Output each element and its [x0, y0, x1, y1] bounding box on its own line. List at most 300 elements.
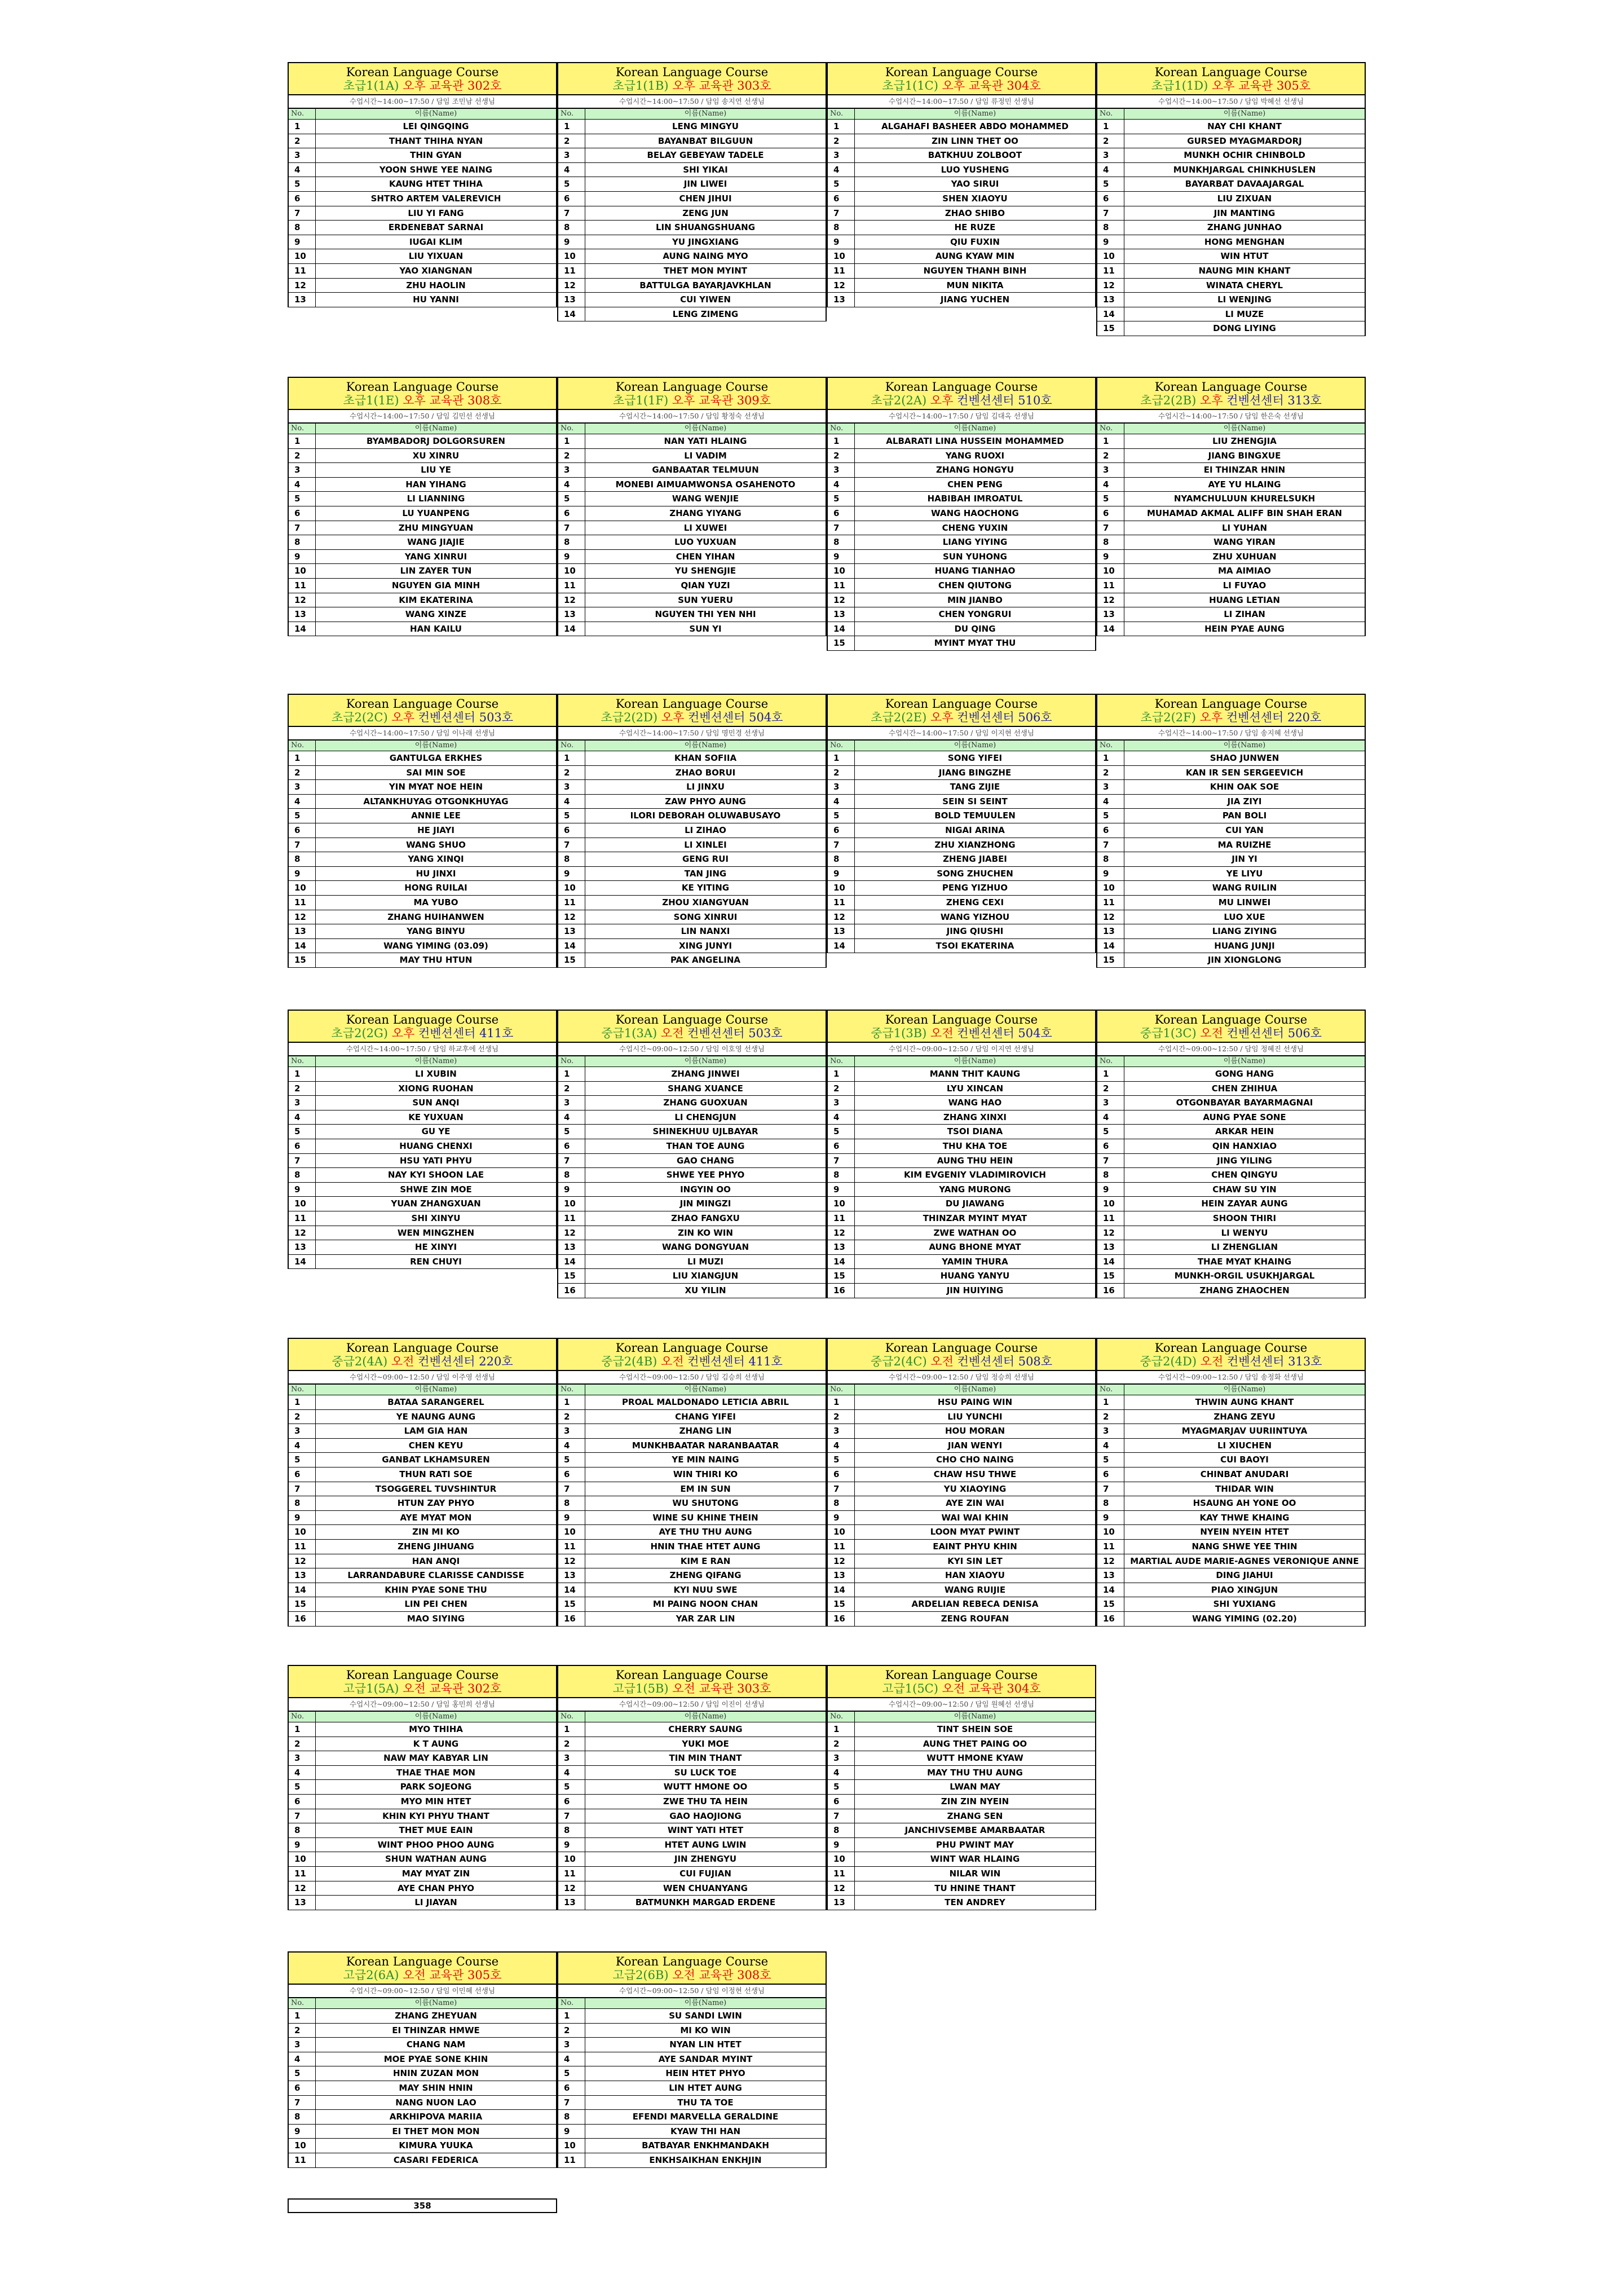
column-header	[1097, 741, 1365, 751]
row-number: 9	[289, 235, 316, 249]
student-name: TU HNINE THANT	[934, 1883, 1016, 1893]
row-number: 5	[289, 2066, 316, 2081]
row-number: 4	[828, 1766, 855, 1780]
student-name: KHIN PYAE SONE THU	[385, 1584, 487, 1595]
class-header	[289, 1339, 556, 1371]
table-row	[558, 1183, 826, 1197]
student-name: YAO SIRUI	[951, 179, 999, 190]
table-row	[289, 120, 556, 134]
table-row	[558, 1766, 826, 1781]
class-session: 오후	[1199, 711, 1223, 724]
table-row	[828, 478, 1095, 492]
student-name: JING YILING	[1217, 1155, 1272, 1166]
student-name: HUANG CHENXI	[399, 1140, 473, 1151]
student-name: NYAMCHULUUN KHURELSUKH	[1173, 493, 1316, 504]
student-name: AYE THU THU AUNG	[659, 1527, 752, 1537]
row-number: 1	[828, 751, 855, 765]
class-header	[558, 378, 826, 410]
table-row	[1097, 449, 1365, 464]
table-row	[558, 163, 826, 178]
row-number: 1	[828, 1395, 855, 1409]
student-name: MUNKH OCHIR CHINBOLD	[1184, 150, 1305, 161]
table-row	[1097, 838, 1365, 853]
class-block	[827, 1338, 1096, 1627]
student-name: EFENDI MARVELLA GERALDINE	[632, 2112, 779, 2122]
student-name: THUN RATI SOE	[399, 1469, 473, 1479]
class-schedule: 수업시간~09:00~12:50 / 담임 이민혜 선생님	[289, 1985, 556, 1998]
table-row	[289, 492, 556, 506]
class-level: 초급2(2G)	[331, 1026, 389, 1040]
row-number: 2	[1097, 449, 1124, 463]
row-number: 4	[289, 1110, 316, 1125]
student-name: CUI YAN	[1225, 825, 1264, 835]
table-row	[828, 1453, 1095, 1467]
table-row	[828, 1612, 1095, 1627]
student-name: JIANG BINGXUE	[1208, 450, 1281, 461]
class-level-line	[558, 711, 826, 724]
row-number: 7	[1097, 206, 1124, 221]
student-name: CHAW SU YIN	[1212, 1184, 1277, 1195]
course-title: Korean Language Course	[346, 1341, 499, 1355]
table-row	[289, 1424, 556, 1439]
table-row	[289, 564, 556, 579]
student-name: ERDENEBAT SARNAI	[388, 222, 484, 233]
table-row	[828, 896, 1095, 910]
class-level: 고급2(6B)	[612, 1968, 669, 1982]
column-header-name: 이름(Name)	[684, 1057, 727, 1065]
student-name: LI FUYAO	[1223, 580, 1266, 590]
row-number: 2	[828, 134, 855, 148]
table-row	[1097, 1110, 1365, 1125]
student-name: ZHANG LIN	[679, 1426, 732, 1436]
student-name: BOLD TEMUULEN	[934, 810, 1016, 821]
student-name: SHTRO ARTEM VALEREVICH	[370, 193, 501, 204]
table-row	[1097, 307, 1365, 322]
row-number: 15	[289, 953, 316, 967]
class-block	[827, 62, 1096, 307]
table-row	[1097, 924, 1365, 939]
table-row	[1097, 1554, 1365, 1569]
row-number: 2	[558, 1737, 585, 1751]
table-row	[828, 550, 1095, 565]
table-row	[828, 809, 1095, 823]
table-row	[558, 463, 826, 478]
table-row	[828, 1168, 1095, 1183]
student-name: LUO YUSHENG	[941, 164, 1009, 175]
table-row	[828, 192, 1095, 206]
table-row	[289, 1067, 556, 1082]
student-name: JIN HUIYING	[946, 1285, 1004, 1295]
table-row	[828, 607, 1095, 622]
class-session: 오후	[661, 711, 685, 724]
student-name: NAUNG MIN KHANT	[1198, 265, 1291, 276]
class-session: 오전	[403, 1682, 426, 1695]
row-number: 5	[289, 1780, 316, 1794]
table-row	[289, 2066, 556, 2081]
student-name: QIN HANXIAO	[1212, 1140, 1277, 1151]
student-name: CUI FUJIAN	[679, 1868, 731, 1879]
student-name: SEIN SI SEINT	[942, 796, 1008, 807]
table-row	[828, 593, 1095, 608]
class-header	[828, 1666, 1095, 1698]
student-name: CHEN ZHIHUA	[1211, 1083, 1278, 1094]
student-name: DONG LIYING	[1213, 323, 1276, 334]
table-row	[289, 766, 556, 781]
row-number: 14	[558, 307, 585, 321]
student-name: ALGAHAFI BASHEER ABDO MOHAMMED	[881, 121, 1069, 131]
table-row	[1097, 751, 1365, 766]
class-level: 중급1(3C)	[1140, 1026, 1197, 1040]
student-name: ZHANG HONGYU	[935, 465, 1014, 475]
column-header-name: 이름(Name)	[414, 1712, 457, 1721]
row-number: 14	[558, 1255, 585, 1269]
row-number: 5	[289, 492, 316, 506]
student-name: ENKHSAIKHAN ENKHJIN	[649, 2154, 762, 2165]
table-row	[289, 2081, 556, 2096]
table-row	[828, 134, 1095, 149]
student-name: NILAR WIN	[949, 1868, 1001, 1879]
student-name: WANG HAOCHONG	[931, 508, 1019, 518]
table-row	[828, 1154, 1095, 1169]
row-number: 14	[1097, 1583, 1124, 1597]
column-header-name: 이름(Name)	[414, 1385, 457, 1394]
table-row	[558, 1568, 826, 1583]
class-schedule: 수업시간~14:00~17:50 / 담임 송지혜 선생님	[1097, 727, 1365, 741]
student-name: CHANG YIFEI	[675, 1411, 736, 1422]
row-number: 6	[289, 1467, 316, 1482]
row-number: 10	[289, 1197, 316, 1211]
table-row	[828, 1496, 1095, 1511]
table-row	[1097, 622, 1365, 637]
table-row	[289, 163, 556, 178]
student-name: NAY KYI SHOON LAE	[387, 1170, 484, 1180]
table-row	[1097, 1082, 1365, 1096]
row-number: 7	[828, 1154, 855, 1168]
student-name: THET MUE EAIN	[399, 1825, 473, 1836]
table-row	[289, 134, 556, 149]
column-header-name: 이름(Name)	[684, 109, 727, 118]
row-number: 13	[558, 924, 585, 938]
row-number: 14	[1097, 1255, 1124, 1269]
row-number: 13	[289, 1240, 316, 1254]
row-number: 10	[558, 881, 585, 895]
row-number: 12	[558, 1554, 585, 1568]
student-name: QIU FUXIN	[950, 236, 1000, 247]
student-name: THINZAR MYINT MYAT	[923, 1213, 1027, 1223]
row-number: 7	[558, 838, 585, 852]
table-row	[289, 249, 556, 264]
row-number: 5	[828, 1453, 855, 1467]
row-number: 12	[1097, 1226, 1124, 1240]
row-number: 5	[828, 809, 855, 823]
class-session: 오전	[942, 1682, 965, 1695]
student-name: THIN GYAN	[410, 150, 462, 161]
row-number: 13	[289, 924, 316, 938]
column-header	[558, 1385, 826, 1395]
row-number: 10	[558, 1852, 585, 1866]
row-number: 8	[1097, 852, 1124, 866]
row-number: 10	[289, 1525, 316, 1539]
class-level-line	[1097, 394, 1365, 407]
table-row	[828, 1424, 1095, 1439]
student-name: LI XUBIN	[415, 1069, 457, 1079]
table-row	[558, 751, 826, 766]
student-name: XING JUNYI	[679, 940, 732, 951]
class-block	[288, 1338, 557, 1627]
column-header-no: No.	[828, 109, 855, 119]
class-header	[558, 1339, 826, 1371]
table-row	[828, 264, 1095, 279]
student-name: LI CHENGJUN	[674, 1112, 736, 1122]
row-number: 6	[289, 506, 316, 521]
row-number: 16	[558, 1612, 585, 1626]
class-room: 컨벤션센터 411호	[687, 1355, 783, 1368]
student-name: HAN YIHANG	[405, 479, 466, 490]
table-row	[828, 1255, 1095, 1270]
table-row	[558, 249, 826, 264]
table-row	[558, 1269, 826, 1284]
row-number: 10	[558, 2139, 585, 2153]
row-number: 4	[828, 1439, 855, 1453]
table-row	[289, 463, 556, 478]
student-name: NGUYEN GIA MINH	[391, 580, 480, 590]
table-row	[558, 1395, 826, 1410]
table-row	[828, 434, 1095, 449]
class-schedule: 수업시간~14:00~17:50 / 담임 명민경 선생님	[558, 727, 826, 741]
student-name: HUANG YANYU	[940, 1271, 1010, 1281]
class-header	[1097, 695, 1365, 727]
student-name: NAY CHI KHANT	[1207, 121, 1282, 131]
class-schedule: 수업시간~09:00~12:50 / 담임 김승희 선생님	[558, 1371, 826, 1385]
row-number: 1	[289, 434, 316, 448]
student-name: CHANG NAM	[406, 2039, 466, 2050]
student-name: ZHOU XIANGYUAN	[662, 897, 749, 907]
row-number: 15	[828, 636, 855, 650]
row-number: 5	[289, 1453, 316, 1467]
student-name: SHINEKHUU UJLBAYAR	[652, 1126, 758, 1137]
row-number: 13	[1097, 924, 1124, 938]
row-number: 10	[1097, 564, 1124, 578]
column-header-name: 이름(Name)	[1223, 1385, 1266, 1394]
class-header	[828, 1339, 1095, 1371]
student-name: LWAN MAY	[950, 1782, 1000, 1792]
row-number: 4	[289, 795, 316, 809]
table-row	[828, 1896, 1095, 1910]
class-block	[1096, 1010, 1366, 1298]
row-number: 7	[558, 206, 585, 221]
row-number: 3	[289, 1751, 316, 1765]
row-number: 8	[289, 1823, 316, 1837]
student-name: LAM GIA HAN	[404, 1426, 468, 1436]
row-number: 15	[289, 1597, 316, 1611]
student-name: CHEN QINGYU	[1211, 1170, 1278, 1180]
table-row	[558, 550, 826, 565]
column-header	[1097, 424, 1365, 434]
student-name: YAO XIANGNAN	[399, 265, 473, 276]
column-header	[289, 424, 556, 434]
class-schedule: 수업시간~14:00~17:50 / 담임 한은숙 선생님	[1097, 410, 1365, 424]
student-name: AUNG THU HEIN	[937, 1155, 1013, 1166]
student-name: SHOON THIRI	[1212, 1213, 1277, 1223]
student-name: LI ZHENGLIAN	[1211, 1242, 1278, 1253]
row-number: 11	[828, 1211, 855, 1226]
row-number: 4	[558, 478, 585, 492]
class-schedule: 수업시간~14:00~17:50 / 담임 김민선 선생님	[289, 410, 556, 424]
table-row	[1097, 809, 1365, 823]
row-number: 11	[828, 1540, 855, 1554]
student-name: GU YE	[421, 1126, 451, 1137]
table-row	[1097, 1568, 1365, 1583]
row-number: 7	[289, 2096, 316, 2110]
student-name: LARRANDABURE CLARISSE CANDISSE	[347, 1570, 524, 1581]
student-name: HNIN ZUZAN MON	[392, 2068, 479, 2079]
table-row	[558, 1482, 826, 1497]
student-name: SU LUCK TOE	[674, 1767, 737, 1778]
student-name: LIU ZIXUAN	[1217, 193, 1272, 204]
student-name: MYO MIN HTET	[400, 1796, 471, 1806]
table-row	[289, 1439, 556, 1453]
student-name: BYAMBADORJ DOLGORSUREN	[367, 436, 505, 446]
row-number: 4	[558, 1439, 585, 1453]
table-row	[558, 1583, 826, 1598]
row-number: 5	[558, 492, 585, 506]
student-name: ZWE WATHAN OO	[933, 1227, 1017, 1238]
table-row	[828, 293, 1095, 307]
table-row	[289, 1453, 556, 1467]
row-number: 6	[558, 506, 585, 521]
course-title: Korean Language Course	[615, 65, 769, 79]
table-row	[289, 1139, 556, 1154]
table-row	[828, 1568, 1095, 1583]
class-session: 오전	[403, 1968, 426, 1982]
column-header-name: 이름(Name)	[684, 1999, 727, 2007]
column-header	[289, 1712, 556, 1722]
column-header-name: 이름(Name)	[1223, 1057, 1266, 1065]
table-row	[558, 2024, 826, 2038]
row-number: 9	[828, 867, 855, 881]
table-row	[558, 1852, 826, 1867]
table-row	[289, 1737, 556, 1752]
student-name: LIU XIANGJUN	[672, 1271, 739, 1281]
row-number: 11	[289, 264, 316, 278]
student-name: HNIN THAE HTET AUNG	[650, 1541, 761, 1552]
table-row	[558, 2081, 826, 2096]
table-row	[1097, 1525, 1365, 1540]
row-number: 10	[1097, 249, 1124, 263]
class-header	[828, 695, 1095, 727]
class-level: 중급1(3A)	[601, 1026, 657, 1040]
student-name: MUNKHBAATAR NARANBAATAR	[632, 1440, 779, 1451]
class-room: 컨벤션센터 220호	[1226, 711, 1322, 724]
student-name: ZHENG CEXI	[946, 897, 1004, 907]
student-name: JIAN WENYI	[947, 1440, 1003, 1451]
table-row	[289, 1525, 556, 1540]
row-number: 4	[289, 1439, 316, 1453]
column-header-no: No.	[289, 424, 316, 434]
column-header	[1097, 109, 1365, 120]
row-number: 6	[289, 823, 316, 838]
table-row	[558, 1612, 826, 1627]
table-row	[1097, 1211, 1365, 1226]
table-row	[828, 1183, 1095, 1197]
row-number: 16	[828, 1284, 855, 1298]
table-row	[1097, 852, 1365, 867]
row-number: 14	[558, 622, 585, 636]
class-block	[557, 1665, 827, 1910]
row-number: 2	[289, 449, 316, 463]
student-name: HTET AUNG LWIN	[664, 1839, 747, 1850]
table-row	[828, 463, 1095, 478]
row-number: 9	[1097, 867, 1124, 881]
class-room: 교육관 308호	[429, 394, 502, 407]
student-name: MA AIMIAO	[1218, 566, 1271, 576]
table-row	[558, 1496, 826, 1511]
table-row	[558, 2052, 826, 2067]
table-row	[828, 1554, 1095, 1569]
table-row	[1097, 535, 1365, 550]
table-row	[828, 1226, 1095, 1241]
column-header-name: 이름(Name)	[954, 1385, 996, 1394]
student-name: GANBAATAR TELMUUN	[652, 465, 759, 475]
class-level-line	[289, 1026, 556, 1040]
table-row	[289, 1540, 556, 1554]
row-number: 7	[289, 1154, 316, 1168]
row-number: 9	[558, 2125, 585, 2139]
row-number: 7	[828, 1482, 855, 1496]
row-number: 7	[828, 521, 855, 535]
row-number: 11	[1097, 896, 1124, 910]
student-name: LI MUZI	[687, 1256, 723, 1267]
row-number: 1	[828, 1722, 855, 1737]
row-number: 16	[558, 1284, 585, 1298]
student-name: K T AUNG	[413, 1738, 459, 1749]
course-title: Korean Language Course	[346, 1955, 499, 1968]
student-name: LYU XINCAN	[946, 1083, 1004, 1094]
table-row	[289, 1226, 556, 1241]
table-row	[289, 1612, 556, 1627]
student-name: HEIN ZAYAR AUNG	[1201, 1198, 1288, 1209]
row-number: 12	[558, 1226, 585, 1240]
table-row	[289, 206, 556, 221]
class-schedule: 수업시간~09:00~12:50 / 담임 이정현 선생님	[558, 1985, 826, 1998]
table-row	[558, 809, 826, 823]
table-row	[289, 1154, 556, 1169]
student-name: AUNG KYAW MIN	[935, 251, 1015, 262]
row-number: 7	[289, 1809, 316, 1823]
row-number: 6	[289, 2081, 316, 2095]
column-header	[558, 1056, 826, 1067]
student-name: QIAN YUZI	[681, 580, 730, 590]
table-row	[289, 221, 556, 235]
table-row	[1097, 1183, 1365, 1197]
row-number: 9	[558, 550, 585, 564]
student-name: NGUYEN THANH BINH	[923, 265, 1027, 276]
column-header-name: 이름(Name)	[684, 1712, 727, 1721]
row-number: 3	[289, 780, 316, 794]
table-row	[828, 1597, 1095, 1612]
class-session: 오후	[930, 711, 954, 724]
row-number: 10	[828, 881, 855, 895]
table-row	[558, 2009, 826, 2024]
column-header	[289, 1385, 556, 1395]
table-row	[289, 579, 556, 593]
row-number: 2	[289, 766, 316, 780]
class-level-line	[828, 1682, 1095, 1695]
student-name: XU YILIN	[685, 1285, 726, 1295]
student-name: CHEN PENG	[947, 479, 1003, 490]
row-number: 9	[828, 550, 855, 564]
table-row	[289, 1722, 556, 1737]
